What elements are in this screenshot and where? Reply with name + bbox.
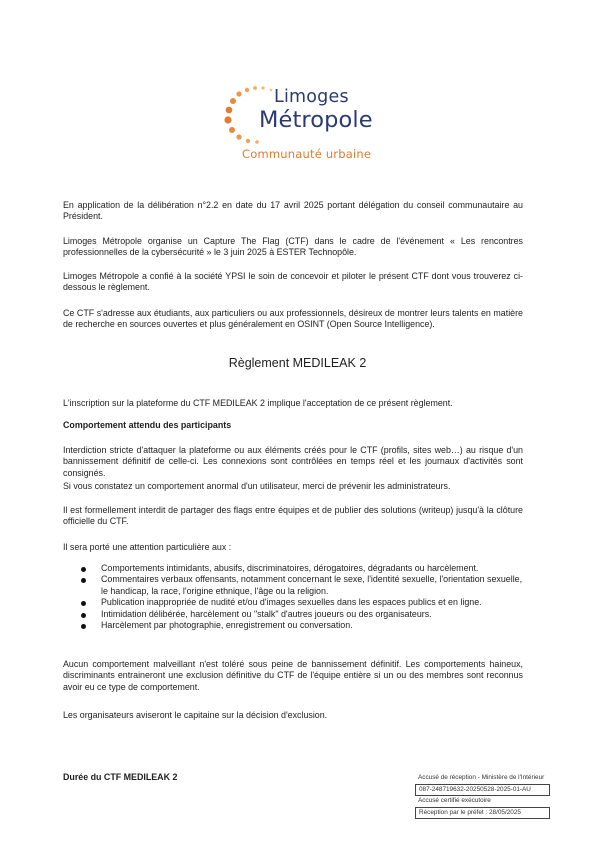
paragraph-intro: L'inscription sur la plateforme du CTF MEDILEAK 2 implique l'acceptation de ce présent règlement.: [63, 398, 453, 408]
paragraph-audience: Ce CTF s'adresse aux étudiants, aux particuliers ou aux professionnels, désireux de montrer leurs talents en matière de recherche en sources ouvertes et plus généralement en OSINT (Open Source Intelligence).: [63, 308, 523, 330]
bullet-icon: [81, 624, 86, 629]
list-item: Intimidation délibérée, harcèlement ou "stalk" d'autres joueurs ou des organisateurs.: [63, 609, 523, 620]
rule-report: Si vous constatez un comportement anormal d'un utilisateur, merci de prévenir les administrateurs.: [63, 481, 451, 491]
bullet-icon: [81, 613, 86, 618]
reception-stamp: [415, 773, 550, 819]
section-title: Comportement attendu des participants: [63, 420, 232, 430]
list-item: Commentaires verbaux offensants, notamment concernant le sexe, l'identité sexuelle, l'orientation sexuelle, le handicap, la race, l'origine ethnique, l'âge ou la religion.: [63, 574, 523, 597]
paragraph-event: Limoges Métropole organise un Capture The Flag (CTF) dans le cadre de l'événement « Les rencontres professionnelles de la cybersécurité » le 3 juin 2025 à ESTER Technopôle.: [63, 236, 523, 258]
paragraph-delegation: En application de la délibération n°2.2 en date du 17 avril 2025 portant délégation du conseil communautaire au Président.: [63, 200, 523, 222]
limoges-metropole-logo: [222, 85, 382, 167]
logo-word-metropole: Métropole: [259, 107, 373, 133]
paragraph-sanctions: Aucun comportement malveillant n'est toléré sous peine de bannissement définitif. Les comportements haineux, discriminants entraineront une exclusion définitive du CTF de l'équipe entière si un ou des membres sont reconnus avoir eu ce type de comportement.: [63, 659, 523, 692]
list-item: Harcèlement par photographie, enregistrement ou conversation.: [63, 620, 523, 631]
paragraph-final-note: Les organisateurs aviseront le capitaine sur la décision d'exclusion.: [63, 710, 328, 720]
stamp-line-ministry: Accusé de réception - Ministère de l'Intérieur: [418, 774, 545, 781]
bullet-icon: [81, 601, 86, 606]
stamp-line-certified: Accusé certifié exécutoire: [418, 797, 491, 805]
paragraph-ypsi: Limoges Métropole a confié à la société YPSI le soin de concevoir et piloter le présent CTF dont vous trouverez ci-dessous le règlement.: [63, 271, 523, 293]
stamp-line-reference: 087-248719632-20250528-2025-01-AU: [415, 784, 550, 797]
logo-word-limoges: Limoges: [274, 87, 349, 107]
logo-tagline: Communauté urbaine: [242, 147, 372, 161]
bullet-icon: [81, 578, 86, 583]
list-item: Comportements intimidants, abusifs, discriminatoires, dérogatoires, dégradants ou harcèlement.: [63, 563, 523, 574]
rule-no-attack: Interdiction stricte d'attaquer la plateforme ou aux éléments créés pour le CTF (profils, sites web…) au risque d'un bannissement définitif de celle-ci. Les connexions sont contrôlées en temps réel et les journaux d'activités sont consignés.: [63, 445, 523, 478]
section-title-duration: Durée du CTF MEDILEAK 2: [63, 772, 178, 782]
bullet-icon: [81, 567, 86, 572]
attention-intro: Il sera porté une attention particulière aux :: [63, 542, 232, 552]
rule-no-sharing: Il est formellement interdit de partager des flags entre équipes et de publier des solutions (writeup) jusqu'à la clôture officielle du CTF.: [63, 505, 523, 527]
list-item: Publication inappropriée de nudité et/ou d'images sexuelles dans les espaces publics et en ligne.: [63, 597, 523, 608]
stamp-line-prefect: Réception par le préfet : 28/05/2025: [415, 807, 550, 820]
page-title: Règlement MEDILEAK 2: [228, 356, 367, 370]
behaviour-list: [63, 563, 523, 631]
